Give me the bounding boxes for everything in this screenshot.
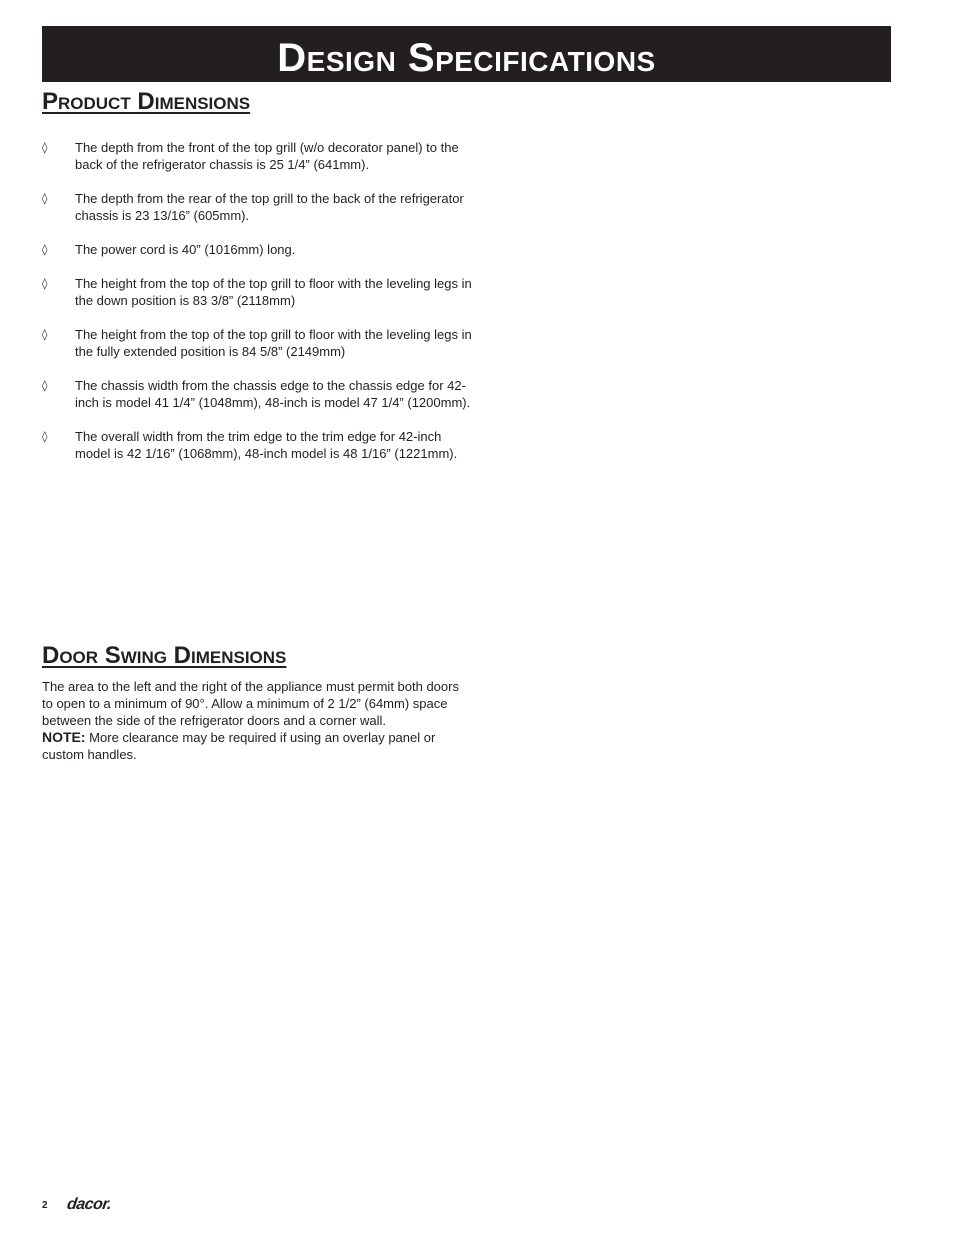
page-footer bbox=[42, 1196, 111, 1214]
diamond-bullet-icon: ◊ bbox=[42, 243, 48, 256]
list-item bbox=[42, 275, 472, 309]
note-text: More clearance may be required if using an overlay panel or custom handles. bbox=[42, 730, 436, 762]
diamond-bullet-icon: ◊ bbox=[42, 328, 48, 341]
list-item bbox=[42, 377, 472, 411]
door-swing-dimensions-heading: Door Swing Dimensions bbox=[42, 642, 287, 669]
diamond-bullet-icon: ◊ bbox=[42, 379, 48, 392]
page-number: 2 bbox=[42, 1199, 48, 1211]
list-item bbox=[42, 428, 472, 462]
door-swing-paragraph bbox=[42, 678, 462, 763]
list-item-text: The height from the top of the top grill to floor with the leveling legs in the down position is 83 3/8” (2118mm) bbox=[75, 276, 472, 308]
list-item bbox=[42, 326, 472, 360]
dacor-logo: dacor. bbox=[65, 1196, 112, 1213]
list-item-text: The depth from the front of the top grill (w/o decorator panel) to the back of the refrigerator chassis is 25 1/4” (641mm). bbox=[75, 140, 459, 172]
list-item-text: The chassis width from the chassis edge to the chassis edge for 42-inch is model 41 1/4” (1048mm), 48-inch is model 47 1/4” (1200mm). bbox=[75, 378, 471, 410]
diamond-bullet-icon: ◊ bbox=[42, 277, 48, 290]
list-item bbox=[42, 139, 472, 173]
list-item-text: The height from the top of the top grill to floor with the leveling legs in the fully extended position is 84 5/8” (2149mm) bbox=[75, 327, 472, 359]
list-item-text: The depth from the rear of the top grill to the back of the refrigerator chassis is 23 13/16” (605mm). bbox=[75, 191, 464, 223]
product-dimensions-list bbox=[42, 139, 472, 479]
title-banner bbox=[42, 26, 891, 82]
diamond-bullet-icon: ◊ bbox=[42, 192, 48, 205]
note-label: NOTE: bbox=[42, 729, 86, 745]
page-title: Design Specifications bbox=[277, 36, 656, 80]
door-swing-body: The area to the left and the right of the appliance must permit both doors to open to a minimum of 90°. Allow a minimum of 2 1/2” (64mm) space between the side of the refrigerator doors and a corner wall. bbox=[42, 679, 459, 728]
diamond-bullet-icon: ◊ bbox=[42, 430, 48, 443]
list-item-text: The power cord is 40” (1016mm) long. bbox=[75, 242, 296, 257]
diamond-bullet-icon: ◊ bbox=[42, 141, 48, 154]
list-item-text: The overall width from the trim edge to the trim edge for 42-inch model is 42 1/16” (1068mm), 48-inch model is 48 1/16” (1221mm). bbox=[75, 429, 458, 461]
product-dimensions-heading: Product Dimensions bbox=[42, 88, 251, 115]
list-item bbox=[42, 241, 472, 258]
list-item bbox=[42, 190, 472, 224]
